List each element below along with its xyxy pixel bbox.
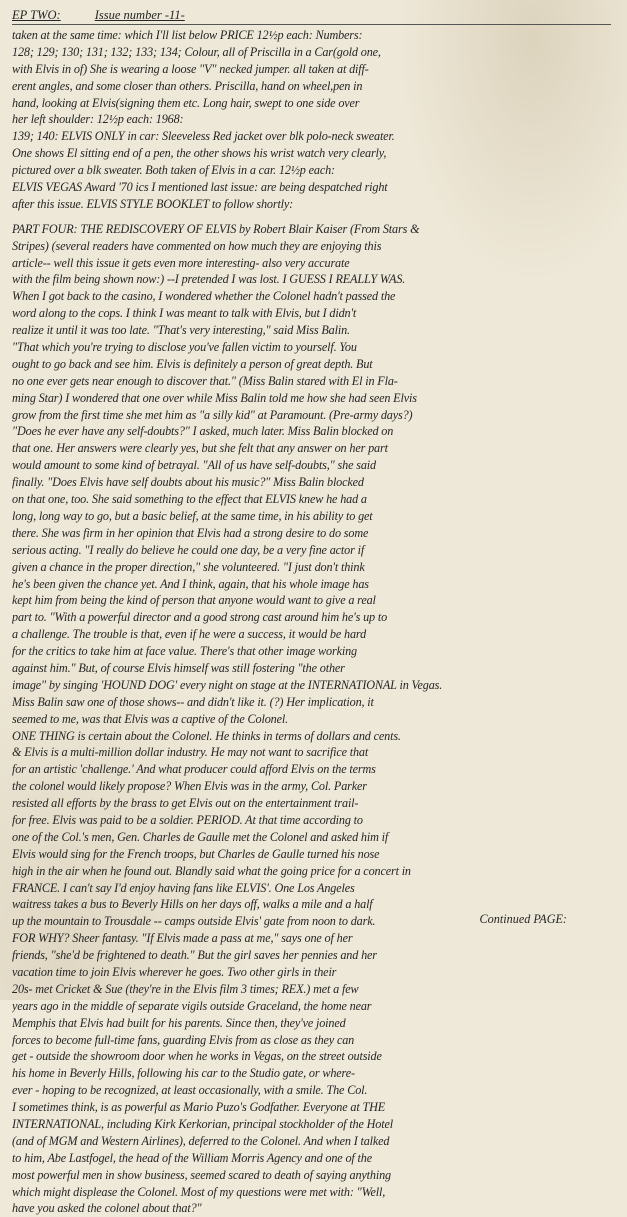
text-line: FRANCE. I can't say I'd enjoy having fans like ELVIS'. One Los Angeles [12,880,355,895]
text-line: after this issue. ELVIS STYLE BOOKLET to follow shortly: [12,196,294,211]
text-line: her left shoulder: 12½p each: 1968: [12,112,184,127]
text-line: that one. Her answers were clearly yes, but she felt that any answer on her part [12,441,388,456]
text-line: erent angles, and some closer than others. Priscilla, hand on wheel,pen in [12,78,363,93]
text-line: Stripes) (several readers have commented on how much they are enjoying this [12,238,382,253]
text-line: ming Star) I wondered that one over while Miss Balin told me how she had seen Elvis [12,390,417,405]
text-line: ELVIS VEGAS Award '70 ics I mentioned last issue: are being despatched right [12,180,388,195]
text-line: (and of MGM and Western Airlines), deferred to the Colonel. And when I talked [12,1133,390,1148]
text-line: hand, looking at Elvis(signing them etc. Long hair, swept to one side over [12,95,360,110]
text-line: Memphis that Elvis had built for his parents. Since then, they've joined [12,1015,346,1030]
text-line: image" by singing 'HOUND DOG' every night on stage at the INTERNATIONAL in Vegas. [12,677,443,692]
text-line: forces to become full-time fans, guarding Elvis from as close as they can [12,1032,355,1047]
text-line: up the mountain to Trousdale -- camps outside Elvis' gate from noon to dark. [12,914,376,929]
text-line: waitress takes a bus to Beverly Hills on her days off, walks a mile and a half [12,897,373,912]
text-line: with the film being shown now:) --I pretended I was lost. I GUESS I REALLY WAS. [12,272,406,287]
text-line: When I got back to the casino, I wondered whether the Colonel hadn't passed the [12,289,396,304]
text-line: there. She was firm in her opinion that Elvis had a strong desire to do some [12,525,369,540]
text-line: ought to go back and see him. Elvis is definitely a person of great depth. But [12,356,373,371]
text-line: seemed to me, was that Elvis was a captive of the Colonel. [12,711,288,726]
zine-label: EP TWO: [12,8,61,22]
text-line: long, long way to go, but a basic belief, at the same time, in his ability to get [12,508,373,523]
text-line: article-- well this issue it gets even more interesting- also very accurate [12,255,350,270]
issue-label: Issue number -11- [94,8,185,22]
text-line: on that one, too. She said something to the effect that ELVIS knew he had a [12,492,367,507]
text-line: finally. "Does Elvis have self doubts about his music?" Miss Balin blocked [12,475,364,490]
text-line: serious acting. "I really do believe he could one day, be a very fine actor if [12,542,365,557]
text-line: ever - hoping to be recognized, at least occasionally, with a smile. The Col. [12,1083,368,1098]
text-line: which might displease the Colonel. Most of my questions were met with: "Well, [12,1184,386,1199]
text-line: friends, "she'd be frightened to death." But the girl saves her pennies and her [12,948,377,963]
text-line: PART FOUR: THE REDISCOVERY OF ELVIS by Robert Blair Kaiser (From Stars & [12,221,420,236]
text-line: would amount to some kind of betrayal. "All of us have self-doubts," she said [12,458,376,473]
text-line: ONE THING is certain about the Colonel. He thinks in terms of dollars and cents. [12,728,401,743]
text-line: the colonel would likely propose? When Elvis was in the army, Col. Parker [12,779,367,794]
text-line: given a chance in the proper direction," she volunteered. "I just don't think [12,559,365,574]
text-line: Miss Balin saw one of those shows-- and didn't like it. (?) Her implication, it [12,694,374,709]
text-line: "Does he ever have any self-doubts?" I asked, much later. Miss Balin blocked on [12,424,394,439]
text-line: 128; 129; 130; 131; 132; 133; 134; Colour, all of Priscilla in a Car(gold one, [12,44,381,59]
text-line: one of the Col.'s men, Gen. Charles de Gaulle met the Colonel and asked him if [12,829,389,844]
text-line: pictured over a blk sweater. Both taken of Elvis in a car. 12½p each: [12,163,335,178]
text-line: & Elvis is a multi-million dollar industry. He may not want to sacrifice that [12,745,369,760]
text-line: high in the air when he found out. Blandly said what the going price for a concert in [12,863,411,878]
page-header [12,6,611,25]
text-line: to him, Abe Lastfogel, the head of the William Morris Agency and one of the [12,1150,372,1165]
text-line: word along to the cops. I think I was meant to talk with Elvis, but I didn't [12,306,357,321]
text-line: One shows El sitting end of a pen, the other shows his wrist watch very clearly, [12,146,387,161]
text-line: for the critics to take him at face value. There's that other image working [12,644,357,659]
text-line: INTERNATIONAL, including Kirk Kerkorian, principal stockholder of the Hotel [12,1117,393,1131]
text-line: FOR WHY? Sheer fantasy. "If Elvis made a pass at me," says one of her [12,931,353,946]
text-line: a challenge. The trouble is that, even if he were a success, it would be hard [12,627,367,642]
text-line: 20s- met Cricket & Sue (they're in the Elvis film 3 times; REX.) met a few [12,981,359,996]
text-line: he's been given the chance yet. And I think, again, that his whole image has [12,576,369,591]
text-line: part to. "With a powerful director and a good strong cast around him he's up to [12,610,388,625]
text-line: resisted all efforts by the brass to get Elvis out on the entertainment trail- [12,796,359,811]
text-line: most powerful men in show business, seemed scared to death of saying anything [12,1167,391,1182]
body-text [12,27,611,1217]
text-line: Elvis would sing for the French troops, but Charles de Gaulle turned his nose [12,846,380,861]
continued-note: Continued PAGE: [479,912,567,926]
text-line: grow from the first time she met him as "a silly kid" at Paramount. (Pre-army days?) [12,407,413,422]
text-line: taken at the same time: which I'll list below PRICE 12½p each: Numbers: [12,28,363,42]
text-line: for an artistic 'challenge.' And what producer could afford Elvis on the terms [12,762,376,777]
text-line: against him." But, of course Elvis himself was still fostering "the other [12,660,345,675]
text-line [12,213,611,221]
text-line: for free. Elvis was paid to be a soldier. PERIOD. At that time according to [12,812,363,827]
text-line: no one ever gets near enough to discover that." (Miss Balin stared with El in Fla- [12,373,398,388]
text-line: his home in Beverly Hills, following his car to the Studio gate, or where- [12,1066,355,1081]
text-line: vacation time to join Elvis wherever he goes. Two other girls in their [12,964,337,979]
text-line: years ago in the middle of separate vigils outside Graceland, the home near [12,998,372,1013]
text-line: "That which you're trying to disclose you've fallen victim to yourself. You [12,340,357,355]
text-line: I sometimes think, is as powerful as Mario Puzo's Godfather. Everyone at THE [12,1100,386,1115]
text-line: with Elvis in of) She is wearing a loose "V" necked jumper. all taken at diff- [12,61,369,76]
text-line: get - outside the showroom door when he works in Vegas, on the street outside [12,1049,382,1064]
text-line: realize it until it was too late. "That's very interesting," said Miss Balin. [12,323,350,338]
text-line: have you asked the colonel about that?" [12,1201,202,1216]
text-line: 139; 140: ELVIS ONLY in car: Sleeveless Red jacket over blk polo-neck sweater. [12,129,395,144]
text-line: kept him from being the kind of person that anyone would want to give a real [12,593,376,608]
